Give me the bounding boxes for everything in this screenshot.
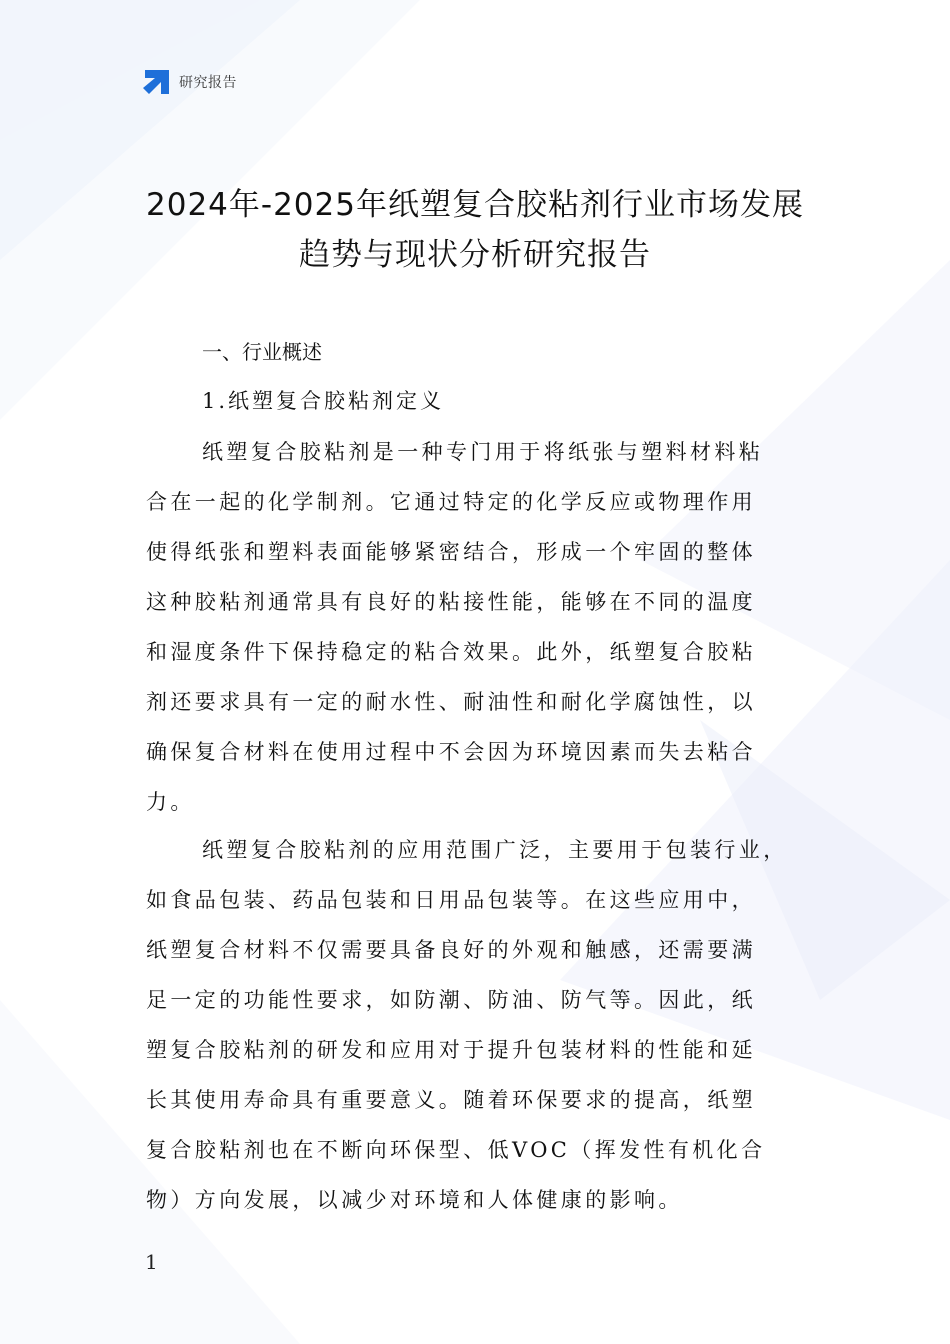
paragraph-line: 如食品包装、药品包装和日用品包装等。在这些应用中， — [146, 888, 756, 912]
report-header — [143, 68, 237, 96]
paragraph — [146, 427, 811, 827]
paragraph — [146, 825, 811, 1225]
paragraph-line: 合在一起的化学制剂。它通过特定的化学反应或物理作用 — [146, 490, 756, 514]
paragraph-line: 和湿度条件下保持稳定的粘合效果。此外，纸塑复合胶粘 — [146, 640, 756, 664]
paragraph-line: 塑复合胶粘剂的研发和应用对于提升包装材料的性能和延 — [146, 1038, 756, 1062]
paragraph-line: 剂还要求具有一定的耐水性、耐油性和耐化学腐蚀性，以 — [146, 690, 756, 714]
paragraph-line: 足一定的功能性要求，如防潮、防油、防气等。因此，纸 — [146, 988, 756, 1012]
paragraph-line: 这种胶粘剂通常具有良好的粘接性能，能够在不同的温度 — [146, 590, 756, 614]
paragraph-line: 纸塑复合胶粘剂是一种专门用于将纸张与塑料材料粘 — [202, 440, 764, 464]
paragraph-line: 物）方向发展，以减少对环境和人体健康的影响。 — [146, 1188, 683, 1212]
subheading: 1.纸塑复合胶粘剂定义 — [202, 389, 445, 413]
page-number: 1 — [145, 1250, 158, 1274]
section-heading: 一、行业概述 — [202, 340, 322, 364]
paragraph-line: 长其使用寿命具有重要意义。随着环保要求的提高，纸塑 — [146, 1088, 756, 1112]
title-line: 趋势与现状分析研究报告 — [299, 237, 651, 273]
title-line: 2024年-2025年纸塑复合胶粘剂行业市场发展 — [146, 187, 804, 223]
paragraph-line: 力。 — [146, 790, 195, 814]
paragraph-line: 使得纸张和塑料表面能够紧密结合，形成一个牢固的整体 — [146, 540, 756, 564]
paragraph-line: 确保复合材料在使用过程中不会因为环境因素而失去粘合 — [146, 740, 756, 764]
document-title — [0, 180, 950, 280]
header-label: 研究报告 — [179, 75, 237, 91]
paragraph-line: 纸塑复合材料不仅需要具备良好的外观和触感，还需要满 — [146, 938, 756, 962]
paragraph-line: 纸塑复合胶粘剂的应用范围广泛，主要用于包装行业， — [202, 838, 788, 862]
paragraph-line: 复合胶粘剂也在不断向环保型、低VOC（挥发性有机化合 — [146, 1138, 766, 1162]
arrow-logo-icon — [143, 68, 171, 96]
